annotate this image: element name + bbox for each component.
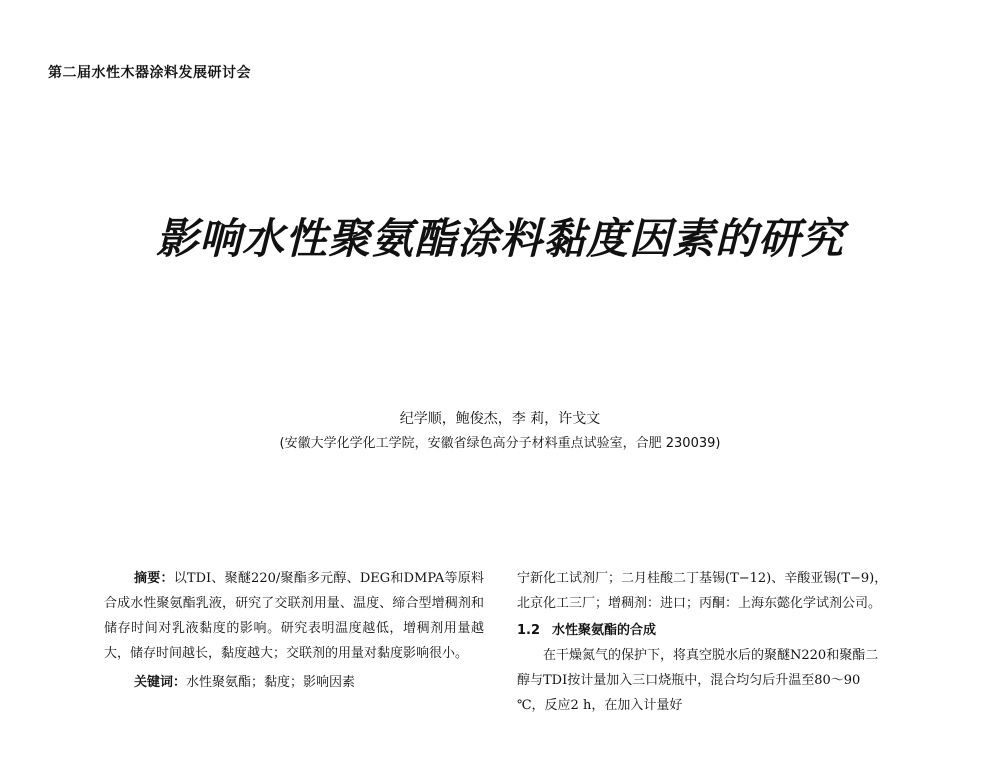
section-heading [517, 618, 891, 643]
section-number: 1.2 [517, 623, 541, 638]
paper-title: 影响水性聚氨酯涂料黏度因素的研究 [155, 214, 844, 263]
left-column [104, 566, 484, 695]
keywords-paragraph [104, 670, 484, 695]
materials-paragraph: 宁新化工试剂厂；二月桂酸二丁基锡(T−12)、辛酸亚锡(T−9)，北京化工三厂；增稠剂：进口；丙酮：上海东懿化学试剂公司。 [517, 571, 888, 611]
keywords-label: 关键词： [134, 675, 187, 690]
paper-authors: 纪学顺，鲍俊杰，李 莉，许戈文 [399, 411, 601, 427]
abstract-paragraph [104, 566, 484, 666]
synthesis-paragraph: 在干燥氮气的保护下，将真空脱水后的聚醚N220和聚酯二醇与TDI按计量加入三口烧瓶中，混合均匀后升温至80～90 ℃，反应2 h，在加入计量好 [517, 648, 879, 713]
conference-header: 第二届水性木器涂料发展研讨会 [48, 65, 251, 81]
section-title: 水性聚氨酯的合成 [552, 623, 657, 638]
abstract-text: 以TDI、聚醚220/聚酯多元醇、DEG和DMPA等原料合成水性聚氨酯乳液，研究了交联剂用量、温度、缔合型增稠剂和储存时间对乳液黏度的影响。研究表明温度越低，增稠剂用量越大，储存时间越长，黏度越大；交联剂的用量对黏度影响很小。 [104, 571, 484, 661]
abstract-label: 摘要： [134, 571, 174, 586]
paper-affiliation: (安徽大学化学化工学院，安徽省绿色高分子材料重点试验室，合肥 230039) [279, 436, 721, 451]
keywords-text: 水性聚氨酯；黏度；影响因素 [186, 675, 356, 690]
right-column [517, 566, 891, 718]
